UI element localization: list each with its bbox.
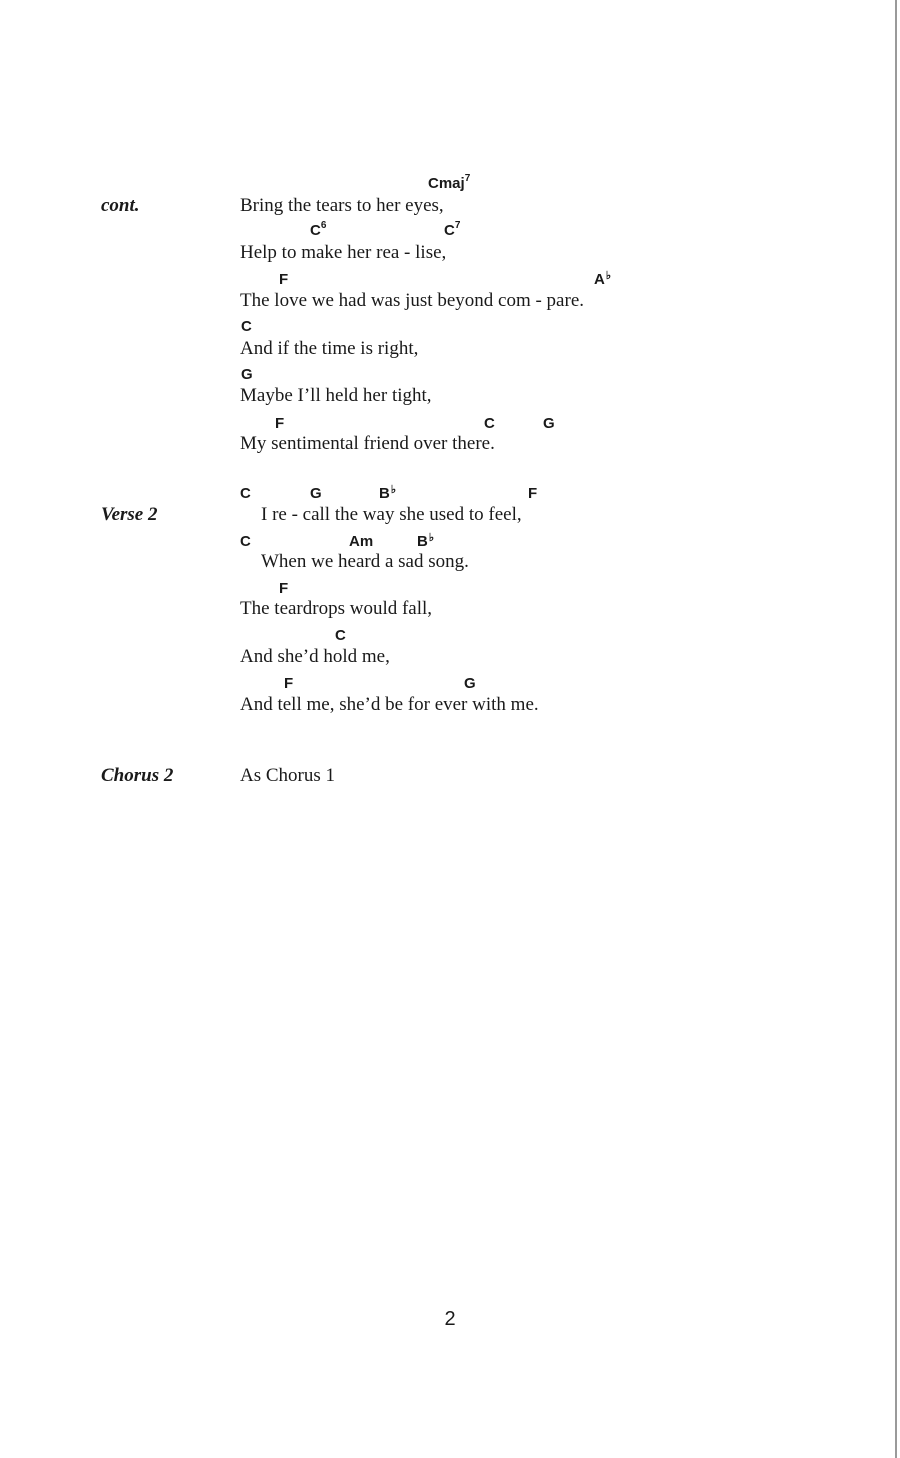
lyric-line: Bring the tears to her eyes,	[240, 195, 444, 216]
lyric-line: My sentimental friend over there.	[240, 433, 495, 454]
chord-c: C	[240, 533, 251, 550]
chord-f: F	[279, 580, 289, 597]
chord-f: F	[279, 271, 289, 288]
lyric-line: Maybe I’ll held her tight,	[240, 385, 432, 406]
lyric-line: And if the time is right,	[240, 338, 419, 359]
lyric-line: The love we had was just beyond com - pare.	[240, 290, 585, 311]
lyric-line: I re - call the way she used to feel,	[261, 504, 522, 525]
chord-c: C	[240, 485, 251, 502]
chord-b-flat: B♭	[417, 532, 435, 550]
chord-c: C	[484, 415, 495, 432]
chord-f: F	[275, 415, 285, 432]
chord-g: G	[241, 366, 253, 383]
lyric-line: And tell me, she’d be for ever with me.	[240, 694, 539, 715]
chord-b-flat: B♭	[379, 484, 397, 502]
lyric-line: Help to make her rea - lise,	[240, 242, 447, 263]
chorus-2-reference: As Chorus 1	[240, 765, 336, 786]
lyric-line: When we heard a sad song.	[261, 551, 469, 572]
chord-c6: $C^6$	[310, 220, 327, 239]
chord-f: F	[284, 675, 294, 692]
chord-am: Am	[349, 533, 374, 550]
section-label-cont: cont.	[101, 195, 140, 216]
chord-g: G	[310, 485, 322, 502]
chord-cmaj7: Cmaj$^7$	[428, 173, 471, 192]
page-number: 2	[444, 1308, 456, 1330]
chord-c7: $C^7$	[444, 220, 461, 239]
page-edge-rule	[895, 0, 897, 1458]
chord-a-flat: A♭	[594, 270, 612, 288]
chord-g: G	[543, 415, 555, 432]
chord-c: C	[241, 318, 252, 335]
chord-c: C	[335, 627, 346, 644]
section-label-chorus-2: Chorus 2	[101, 765, 174, 786]
lyric-line: And she’d hold me,	[240, 646, 390, 667]
section-label-verse-2: Verse 2	[101, 504, 158, 525]
lyric-line: The teardrops would fall,	[240, 598, 433, 619]
chord-g: G	[464, 675, 476, 692]
chord-f: F	[528, 485, 538, 502]
